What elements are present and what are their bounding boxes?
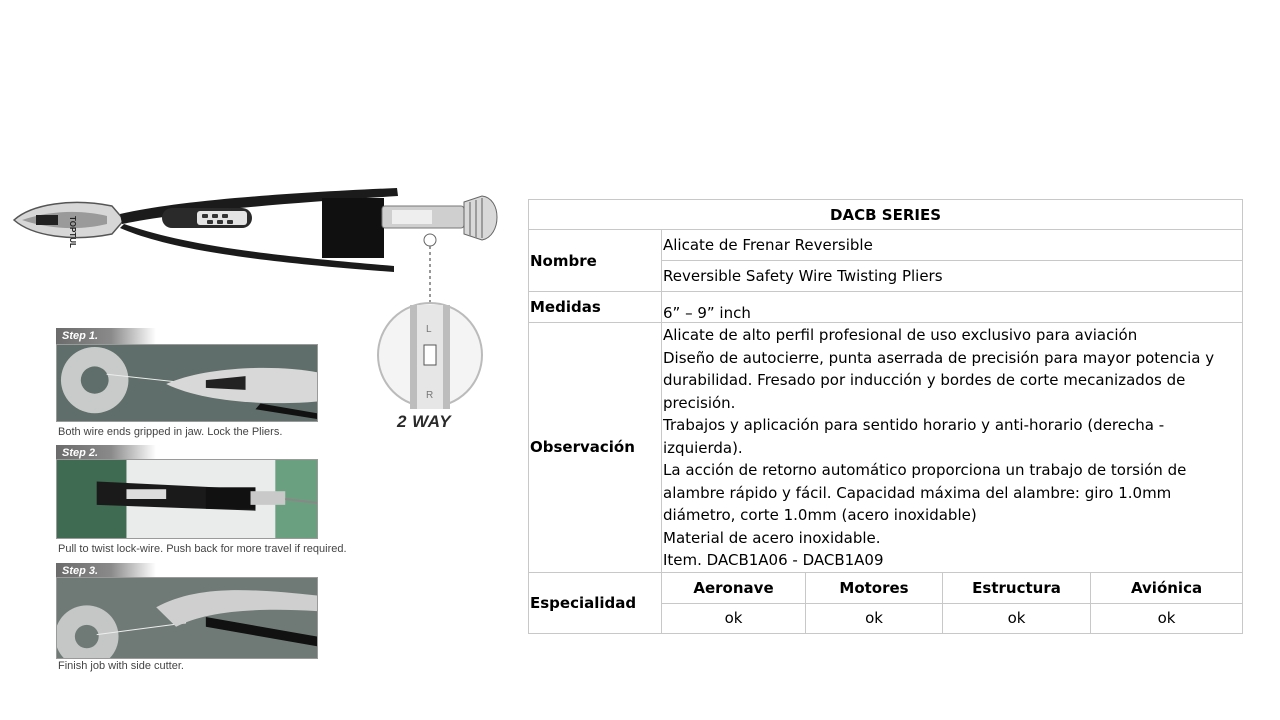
step-3-panel (56, 563, 320, 678)
direction-dial (378, 303, 482, 409)
observacion-label: Observación (529, 323, 662, 573)
observacion-line: Item. DACB1A06 - DACB1A09 (663, 551, 884, 569)
observacion-text (662, 323, 1243, 573)
nombre-row-es (529, 230, 1243, 261)
medidas-row (529, 292, 1243, 323)
step-1-photo (56, 344, 318, 422)
especialidad-value-motores: ok (806, 603, 943, 633)
especialidad-col-estructura: Estructura (943, 572, 1091, 603)
especialidad-label: Especialidad (529, 572, 662, 633)
especialidad-value-aeronave: ok (662, 603, 806, 633)
step-1-caption: Both wire ends gripped in jaw. Lock the Pliers. (58, 426, 283, 438)
nombre-value-es: Alicate de Frenar Reversible (662, 230, 1243, 261)
medidas-label: Medidas (529, 292, 662, 323)
especialidad-header-row (529, 572, 1243, 603)
especialidad-value-estructura: ok (943, 603, 1091, 633)
step-1-panel (56, 328, 320, 443)
two-way-label: 2 WAY (397, 412, 452, 431)
observacion-line: izquierda). (663, 438, 743, 457)
step-2-panel (56, 445, 347, 560)
step-3-photo (56, 577, 318, 659)
observacion-line: Alicate de alto perfil profesional de uso exclusivo para aviación (663, 326, 1138, 344)
observacion-line: precisión. (663, 393, 736, 412)
observacion-line: Diseño de autocierre, punta aserrada de precisión para mayor potencia y (663, 348, 1215, 367)
spec-table (528, 199, 1243, 634)
especialidad-value-avionica: ok (1091, 603, 1243, 633)
pliers-brand-mark: TOPTUL (68, 216, 77, 248)
observacion-line: durabilidad. Fresado por inducción y bordes de corte mecanizados de (663, 371, 1186, 389)
observacion-line: alambre rápido y fácil. Capacidad máxima del alambre: giro 1.0mm (663, 483, 1172, 502)
dial-letter-l: L (426, 324, 432, 335)
step-3-tag: Step 3. (56, 563, 156, 579)
table-title-row (529, 200, 1243, 230)
observacion-line: La acción de retorno automático proporciona un trabajo de torsión de (663, 461, 1187, 479)
observacion-line: Material de acero inoxidable. (663, 528, 881, 547)
nombre-value-en: Reversible Safety Wire Twisting Pliers (662, 261, 1243, 292)
step-1-tag: Step 1. (56, 328, 156, 344)
especialidad-col-avionica: Aviónica (1091, 572, 1243, 603)
medidas-value: 6” – 9” inch (662, 292, 1243, 323)
dial-letter-r: R (426, 390, 434, 401)
observacion-line: Trabajos y aplicación para sentido horario y anti-horario (derecha - (663, 416, 1165, 434)
especialidad-col-motores: Motores (806, 572, 943, 603)
step-2-photo (56, 459, 318, 539)
table-title: DACB SERIES (529, 200, 1243, 230)
observacion-line: diámetro, corte 1.0mm (acero inoxidable) (663, 506, 977, 524)
step-2-tag: Step 2. (56, 445, 156, 461)
nombre-label: Nombre (529, 230, 662, 292)
pliers-spiral-knob (464, 196, 497, 240)
observacion-row (529, 323, 1243, 573)
especialidad-col-aeronave: Aeronave (662, 572, 806, 603)
step-2-caption: Pull to twist lock-wire. Push back for more travel if required. (58, 543, 347, 555)
step-3-caption: Finish job with side cutter. (58, 660, 184, 672)
